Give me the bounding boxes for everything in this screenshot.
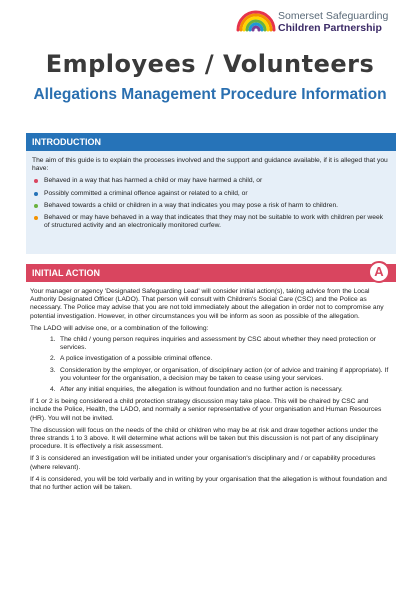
paragraph: The LADO will advise one, or a combination of the following: (30, 324, 209, 332)
bullet-icon (34, 179, 38, 183)
logo (236, 6, 416, 40)
numbered-item (30, 355, 390, 363)
item-number: 1. (50, 336, 56, 344)
list-item-text: Behaved or may have behaved in a way that indicates that they may not be suitable to work with children per week of structured activity and an electronically monitored curfew. (44, 214, 384, 230)
logo-line-2: Children Partnership (278, 22, 382, 34)
list-item-text: Behaved towards a child or children in a way that indicates you may pose a risk of harm to children. (44, 201, 339, 209)
initial-action-heading (26, 264, 396, 282)
initial-action-section (26, 264, 396, 584)
item-number: 3. (50, 366, 56, 374)
bullet-icon (34, 216, 38, 220)
introduction-heading: INTRODUCTION (26, 133, 396, 151)
list-item (32, 177, 390, 185)
page-subtitle: Allegations Management Procedure Information (33, 86, 387, 103)
list-item (32, 190, 390, 198)
bullet-icon (34, 204, 38, 208)
list-item (32, 202, 390, 210)
introduction-text: The aim of this guide is to explain the processes involved and the support and guidance available, if it is alleged that you have: (32, 157, 388, 173)
item-text: Consideration by the employer, or organisation, of disciplinary action (or of advice and training if appropriate). If you volunteer for the organisation, a decision may be taken to cease using your services. (60, 366, 389, 382)
paragraph: The discussion will focus on the needs of the child or children who may be at risk and draw together actions under the three strands 1 to 3 above. It will determine what actions will be taken but this discussion is not part of any disciplinary procedure. It is effectively a risk assessment. (30, 426, 379, 451)
bullet-icon (34, 192, 38, 196)
initial-action-heading-text: INITIAL ACTION (32, 268, 100, 278)
item-number: 4. (50, 386, 56, 394)
list-item-text: Behaved in a way that has harmed a child or may have harmed a child, or (44, 177, 263, 185)
introduction-section (26, 133, 396, 254)
paragraph: If 4 is considered, you will be told verbally and in writing by your organisation that the allegation is without foundation and that no further action will be taken. (30, 475, 387, 492)
page-title: Employees / Volunteers (45, 50, 375, 78)
list-item-text: Possibly committed a criminal offence against or related to a child, or (44, 189, 248, 197)
item-text: The child / young person requires inquiries and assessment by CSC about whether they need protection or services. (60, 336, 376, 352)
paragraph: If 3 is considered an investigation will be initiated under your organisation's disciplinary and / or capability procedures (where relevant). (30, 455, 376, 471)
item-text: After any initial enquiries, the allegation is without foundation and no further action is necessary. (60, 386, 343, 394)
numbered-item (30, 367, 390, 383)
rainbow-logo-icon (236, 8, 276, 32)
section-letter-badge: A (368, 261, 390, 283)
numbered-item (30, 386, 390, 394)
paragraph: Your manager or agency 'Designated Safeguarding Lead' will consider initial action(s), taking advice from the Local Authority Designated Officer (LADO). That person will consult with Children's Social Care (CSC) and the Police as necessary. The Police may advise that you are not told immediately about the allegation in order not to compromise any potential investigation. However, in other circumstances you will be inform as soon as possible of the allegation. (30, 288, 384, 320)
item-text: A police investigation of a possible criminal offence. (60, 355, 213, 363)
logo-line-1: Somerset Safeguarding (278, 10, 389, 22)
list-item (32, 214, 390, 230)
paragraph: If 1 or 2 is being considered a child protection strategy discussion may take place. This will be chaired by CSC and include the Police, Health, the LADO, and normally a senior representative of your organisation and Human Resources (HR). You will not be invited. (30, 398, 382, 422)
numbered-item (30, 336, 390, 352)
rainbow-arc (253, 27, 259, 30)
item-number: 2. (50, 355, 56, 363)
